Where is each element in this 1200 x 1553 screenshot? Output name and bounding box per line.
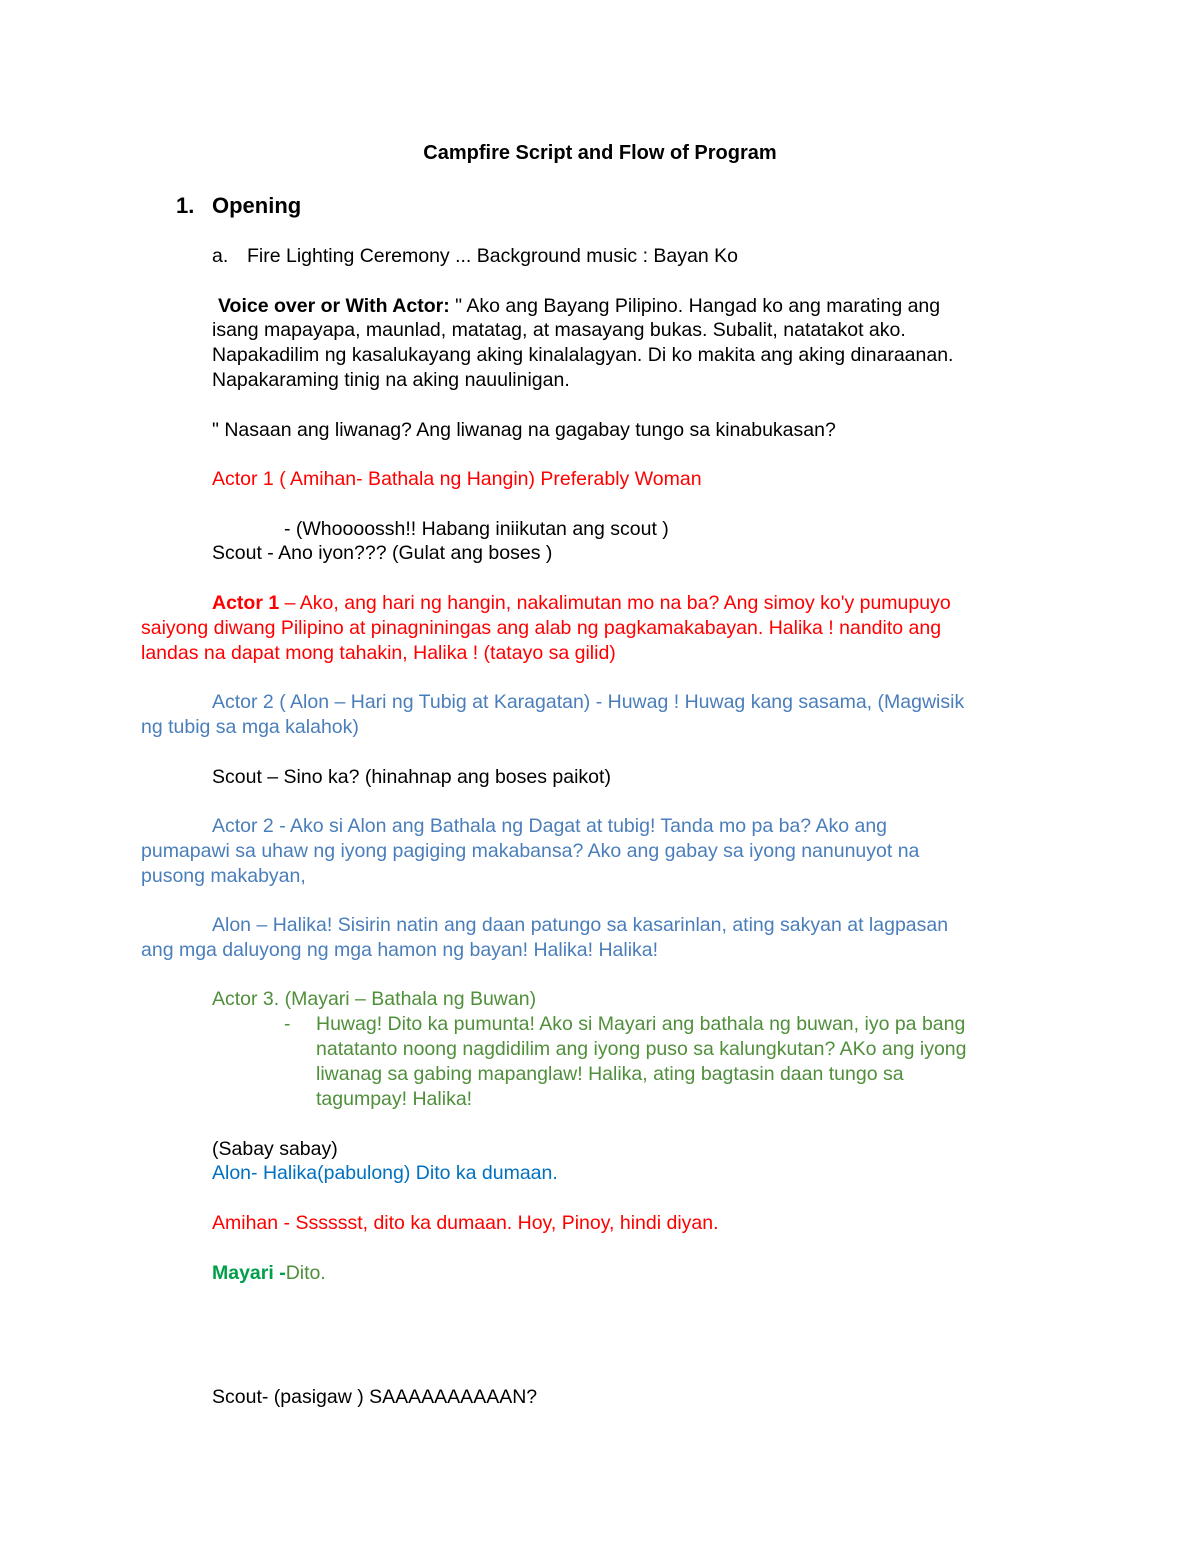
actor2-dialogue-line-2: pumapawi sa uhaw ng iyong pagiging makabansa? Ako ang gabay sa iyong nanunuyot na xyxy=(141,840,920,862)
section-number: 1. xyxy=(176,193,195,218)
alon-whisper-line: Alon- Halika(pabulong) Dito ka dumaan. xyxy=(212,1162,558,1184)
voice-over-label: Voice over or With Actor: xyxy=(218,295,450,317)
amihan-line: Amihan - Sssssst, dito ka dumaan. Hoy, Pinoy, hindi diyan. xyxy=(212,1212,719,1234)
actor1-intro: Actor 1 ( Amihan- Bathala ng Hangin) Preferably Woman xyxy=(212,468,702,490)
actor1-label: Actor 1 xyxy=(212,592,280,614)
alon-dialogue-line-1: Alon – Halika! Sisirin natin ang daan patungo sa kasarinlan, ating sakyan at lagpasan xyxy=(212,914,949,936)
voice-over-line-1: Voice over or With Actor: " Ako ang Bayang Pilipino. Hangad ko ang marating ang xyxy=(218,295,941,317)
actor2-dialogue-line-1: Actor 2 - Ako si Alon ang Bathala ng Dagat at tubig! Tanda mo pa ba? Ako ang xyxy=(212,815,888,837)
actor3-dialogue-line-2: natatanto noong nagdidilim ang iyong puso sa kalungkutan? AKo ang iyong xyxy=(316,1038,967,1060)
question-line: " Nasaan ang liwanag? Ang liwanag na gagabay tungo sa kinabukasan? xyxy=(212,419,836,441)
alon-dialogue-line-2: ang mga daluyong ng mga hamon ng bayan! Halika! Halika! xyxy=(141,939,659,961)
actor3-dash: - xyxy=(284,1013,291,1035)
actor1-dialogue-line-2: saiyong diwang Pilipino at pinagniningas ang alab ng pagkamakabayan. Halika ! nandito ang xyxy=(141,617,942,639)
whoosh-direction: - (Whoooossh!! Habang iniikutan ang scout ) xyxy=(284,518,669,540)
actor3-dialogue-line-4: tagumpay! Halika! xyxy=(316,1088,473,1110)
actor1-dialogue-line-3: landas na dapat mong tahakin, Halika ! (tatayo sa gilid) xyxy=(141,642,616,664)
actor2-intro-line-2: ng tubig sa mga kalahok) xyxy=(141,716,359,738)
section-heading: Opening xyxy=(212,193,302,218)
voice-over-line-4: Napakaraming tinig na aking nauulinigan. xyxy=(212,369,570,391)
actor3-intro: Actor 3. (Mayari – Bathala ng Buwan) xyxy=(212,988,537,1010)
sabay-direction: (Sabay sabay) xyxy=(212,1138,338,1160)
voice-over-line-3: Napakadilim ng kasalukayang aking kinalalagyan. Di ko makita ang aking dinaraanan. xyxy=(212,344,954,366)
mayari-label: Mayari - xyxy=(212,1262,286,1284)
mayari-line: Mayari -Dito. xyxy=(212,1262,326,1284)
actor1-dialogue-line-1: Actor 1 – Ako, ang hari ng hangin, nakalimutan mo na ba? Ang simoy ko'y pumupuyo xyxy=(212,592,951,614)
actor3-dialogue-line-1: Huwag! Dito ka pumunta! Ako si Mayari ang bathala ng buwan, iyo pa bang xyxy=(316,1013,966,1035)
scout-line-2: Scout – Sino ka? (hinahnap ang boses paikot) xyxy=(212,766,611,788)
actor2-intro-line-1: Actor 2 ( Alon – Hari ng Tubig at Karagatan) - Huwag ! Huwag kang sasama, (Magwisik xyxy=(212,691,965,713)
actor3-dialogue-line-3: liwanag sa gabing mapanglaw! Halika, ating bagtasin daan tungo sa xyxy=(316,1063,904,1085)
item-fire-lighting: Fire Lighting Ceremony ... Background music : Bayan Ko xyxy=(247,245,738,267)
scout-line-3: Scout- (pasigaw ) SAAAAAAAAAAN? xyxy=(212,1386,538,1408)
actor2-dialogue-line-3: pusong makabyan, xyxy=(141,865,306,887)
scout-line-1: Scout - Ano iyon??? (Gulat ang boses ) xyxy=(212,542,553,564)
voice-over-line-2: isang mapayapa, maunlad, matatag, at masayang bukas. Subalit, natatakot ako. xyxy=(212,319,906,341)
page-title: Campfire Script and Flow of Program xyxy=(423,142,777,164)
item-marker: a. xyxy=(212,245,229,267)
